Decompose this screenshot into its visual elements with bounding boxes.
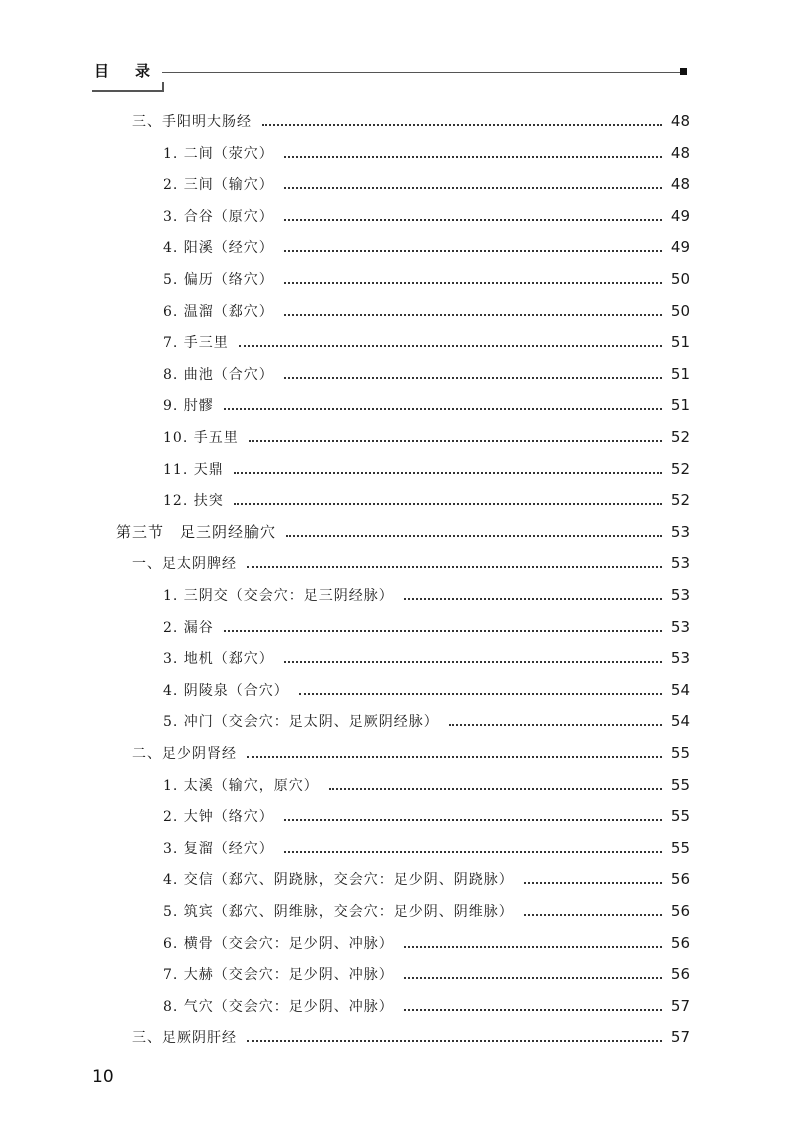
toc-entry-page: 53 [670, 586, 690, 604]
toc-entry[interactable] [163, 992, 690, 1020]
toc-leader-dots [284, 205, 662, 221]
toc-entry-page: 56 [670, 933, 690, 952]
header-rule-box [92, 82, 164, 92]
toc-entry-label: 8. 曲池（合穴） [163, 366, 274, 383]
toc-entry-label: 1. 太溪（输穴，原穴） [163, 777, 319, 794]
toc-entry-label: 二、足少阴肾经 [132, 746, 237, 762]
toc-leader-dots [284, 268, 662, 284]
toc-entry-label: 1. 二间（荥穴） [163, 145, 274, 162]
toc-entry-label: 5. 偏历（络穴） [163, 272, 274, 288]
toc-entry-page: 53 [670, 649, 690, 668]
toc-entry-page: 56 [670, 965, 690, 984]
toc-leader-dots [234, 489, 662, 505]
toc-entry[interactable] [163, 391, 690, 419]
toc-entry[interactable] [163, 960, 690, 988]
toc-leader-dots [299, 679, 662, 695]
toc-entry-page: 52 [670, 491, 690, 510]
toc-leader-dots [262, 110, 662, 126]
toc-entry-label: 6. 横骨（交会穴：足少阴、冲脉） [163, 935, 394, 952]
toc-leader-dots [249, 426, 662, 442]
toc-leader-dots [284, 363, 662, 379]
toc-entry-page: 50 [670, 301, 690, 320]
toc-leader-dots [329, 774, 662, 790]
toc-entry-label: 三、手阳明大肠经 [132, 114, 252, 130]
header-square-mark [680, 68, 687, 75]
running-header [92, 58, 690, 92]
toc-leader-dots [404, 963, 662, 979]
toc-entry-label: 2. 三间（输穴） [163, 177, 274, 194]
toc-entry-label: 4. 交信（郄穴、阴跷脉，交会穴：足少阴、阴跷脉） [163, 872, 514, 889]
toc-entry-label: 10. 手五里 [163, 430, 239, 446]
toc-entry-label: 12. 扶突 [163, 493, 224, 510]
toc-entry[interactable] [163, 486, 690, 514]
toc-entry-page: 55 [670, 744, 690, 762]
toc-leader-dots [247, 1026, 662, 1042]
toc-entry[interactable] [163, 455, 690, 483]
toc-leader-dots [404, 932, 662, 948]
toc-entry[interactable] [163, 360, 690, 388]
toc-entry[interactable] [163, 865, 690, 893]
toc-entry[interactable] [163, 644, 690, 672]
toc-leader-dots [284, 805, 662, 821]
toc-entry-label: 第三节 足三阴经腧穴 [116, 523, 277, 542]
toc-entry-label: 5. 冲门（交会穴：足太阴、足厥阴经脉） [163, 714, 439, 731]
toc-leader-dots [234, 458, 662, 474]
toc-entry[interactable] [163, 676, 690, 704]
toc-entry[interactable] [163, 834, 690, 862]
toc-entry[interactable] [163, 233, 690, 261]
toc-entry-page: 51 [670, 396, 690, 415]
toc-entry-page: 50 [670, 270, 690, 288]
header-rule [162, 72, 682, 73]
toc-entry-label: 7. 大赫（交会穴：足少阴、冲脉） [163, 967, 394, 984]
toc-entry-page: 48 [670, 112, 690, 130]
toc-leader-dots [284, 142, 662, 158]
toc-leader-dots [284, 300, 662, 316]
toc-entry-label: 3. 地机（郄穴） [163, 651, 274, 668]
toc-entry-label: 9. 肘髎 [163, 398, 214, 415]
toc-entry-label: 1. 三阴交（交会穴：足三阴经脉） [163, 588, 394, 604]
toc-entry-label: 3. 合谷（原穴） [163, 208, 274, 225]
toc-leader-dots [224, 394, 662, 410]
toc-leader-dots [286, 521, 662, 537]
toc-entry[interactable] [132, 107, 690, 135]
toc-entry-page: 56 [670, 902, 690, 920]
toc-entry-label: 4. 阳溪（经穴） [163, 240, 274, 257]
toc-leader-dots [284, 236, 662, 252]
toc-entry[interactable] [163, 929, 690, 957]
toc-entry-page: 49 [670, 206, 690, 225]
toc-entry[interactable] [163, 707, 690, 735]
toc-entry-page: 52 [670, 428, 690, 446]
toc-leader-dots [247, 552, 662, 568]
toc-entry[interactable] [163, 328, 690, 356]
toc-leader-dots [284, 173, 662, 189]
header-title: 目录 [94, 62, 177, 80]
toc-entry-page: 55 [670, 838, 690, 857]
toc-entry-page: 55 [670, 775, 690, 794]
toc-entry-page: 53 [670, 554, 690, 573]
toc-leader-dots [524, 900, 662, 916]
toc-leader-dots [284, 837, 662, 853]
toc-entry[interactable] [163, 423, 690, 451]
toc-entry[interactable] [163, 202, 690, 230]
toc-entry-label: 7. 手三里 [163, 335, 229, 352]
toc-leader-dots [524, 868, 662, 884]
toc-entry[interactable] [163, 581, 690, 609]
toc-entry-page: 54 [670, 712, 690, 731]
toc-entry[interactable] [163, 297, 690, 325]
toc-entry[interactable] [163, 897, 690, 925]
toc-entry-page: 49 [670, 238, 690, 257]
toc-entry[interactable] [163, 802, 690, 830]
toc-entry-label: 一、足太阴脾经 [132, 556, 237, 573]
toc-entry-label: 4. 阴陵泉（合穴） [163, 682, 289, 699]
toc-leader-dots [404, 995, 662, 1011]
toc-entry-label: 2. 大钟（络穴） [163, 809, 274, 826]
toc-entry-label: 11. 天鼎 [163, 461, 224, 478]
toc-leader-dots [239, 331, 662, 347]
toc-entry[interactable] [163, 771, 690, 799]
toc-entry-page: 55 [670, 807, 690, 826]
toc-entry-page: 52 [670, 459, 690, 478]
toc-entry-label: 3. 复溜（经穴） [163, 840, 274, 857]
toc-entry-label: 三、足厥阴肝经 [132, 1030, 237, 1047]
toc-leader-dots [404, 584, 662, 600]
toc-entry[interactable] [163, 613, 690, 641]
toc-entry[interactable] [163, 170, 690, 198]
toc-leader-dots [449, 710, 662, 726]
toc-entry-page: 53 [670, 617, 690, 636]
toc-entry[interactable] [163, 265, 690, 293]
page-number: 10 [92, 1067, 114, 1087]
toc-entry-page: 54 [670, 680, 690, 699]
toc-entry[interactable] [116, 518, 690, 546]
toc-entry-label: 8. 气穴（交会穴：足少阴、冲脉） [163, 998, 394, 1015]
toc-entry[interactable] [132, 1023, 690, 1051]
toc-entry-page: 53 [670, 522, 690, 541]
toc-leader-dots [284, 647, 662, 663]
toc-entry[interactable] [132, 549, 690, 577]
toc-entry-label: 2. 漏谷 [163, 619, 214, 636]
toc-entry[interactable] [163, 139, 690, 167]
toc-entry-page: 57 [670, 1028, 690, 1047]
toc-leader-dots [224, 616, 662, 632]
toc-leader-dots [247, 742, 662, 758]
toc-entry-label: 5. 筑宾（郄穴、阴维脉，交会穴：足少阴、阴维脉） [163, 904, 514, 920]
toc-entry-page: 48 [670, 143, 690, 162]
toc-entry-page: 57 [670, 996, 690, 1015]
toc-entry-page: 51 [670, 364, 690, 383]
toc-entry-label: 6. 温溜（郄穴） [163, 303, 274, 320]
toc-entry-page: 56 [670, 870, 690, 889]
toc-entry[interactable] [132, 739, 690, 767]
toc-entry-page: 48 [670, 175, 690, 194]
toc-entry-page: 51 [670, 333, 690, 352]
